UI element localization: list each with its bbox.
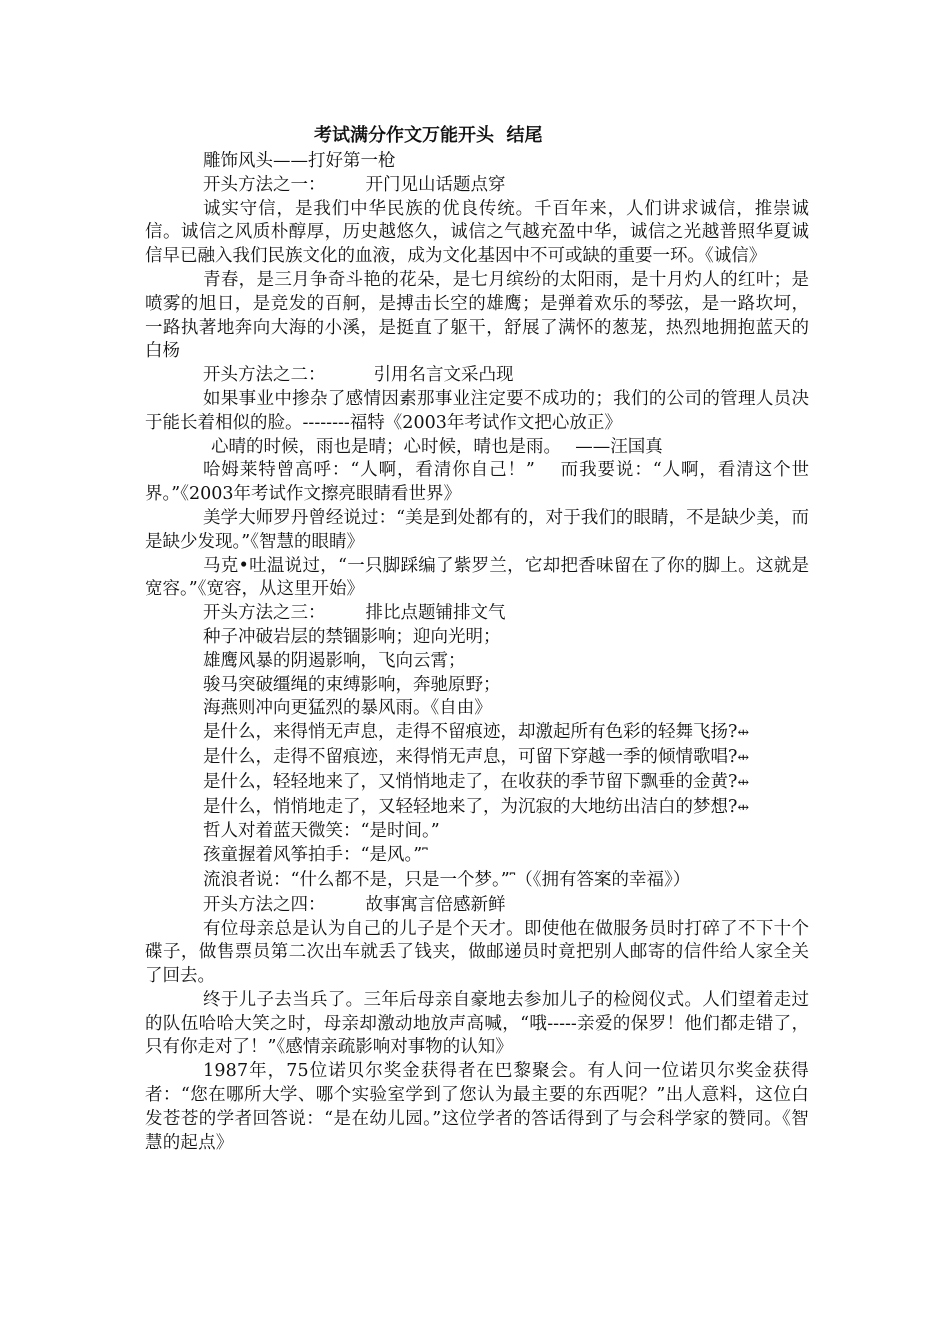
source-citation: （《拥有答案的幸福》） [515, 869, 691, 890]
line-end-mark: ⇹ [737, 725, 750, 742]
method-heading [145, 174, 809, 198]
parallel-line [145, 869, 809, 894]
line-end-mark: ⇹ [737, 799, 750, 816]
parallel-line: 海燕则冲向更猛烈的暴风雨。《自由》 [203, 698, 492, 719]
parallel-line [145, 844, 809, 869]
line-text: 孩童握着风筝拍手：“是风。” [203, 845, 423, 866]
parallel-line [145, 746, 809, 771]
method-label: 开头方法之四： [203, 894, 326, 915]
parallel-line [145, 721, 809, 746]
section-heading: 雕饰风头——打好第一枪 [203, 151, 396, 171]
method-name: 开门见山话题点穿 [365, 174, 506, 195]
paragraph: 青春，是三月争奇斗艳的花朵，是七月缤纷的太阳雨，是十月灼人的红叶；是喷雾的旭日，是竞发的百舸，是搏击长空的雄鹰；是弹着欢乐的琴弦，是一路坎坷，一路执著地奔向大海的小溪，是挺直了躯干，舒展了满怀的葱茏，热烈地拥抱蓝天的白杨 [145, 269, 809, 362]
line-text: 流浪者说：“什么都不是，只是一个梦。” [203, 869, 510, 890]
bracket-mark: ⎴ [509, 872, 516, 889]
paragraph: 美学大师罗丹曾经说过：“美是到处都有的，对于我们的眼睛，不是缺少美，而是缺少发现。”《智慧的眼睛》 [145, 507, 809, 552]
parallel-line: 种子冲破岩层的禁锢影响；迎向光明； [203, 626, 501, 647]
method-label: 开头方法之一： [203, 174, 326, 195]
parallel-line: 哲人对着蓝天微笑：“是时间。” [203, 821, 440, 842]
line-text: 是什么，走得不留痕迹，来得悄无声息，可留下穿越一季的倾情歌唱? [203, 746, 738, 767]
bracket-mark: ⎴ [422, 848, 428, 865]
paragraph: 有位母亲总是认为自己的儿子是个天才。即使他在做服务员时打碎了不下十个碟子，做售票员第二次出车就丢了钱夹，做邮递员时竟把别人邮寄的信件给人家全关了回去。 [145, 918, 809, 987]
method-label: 开头方法之二： [203, 365, 326, 386]
line-end-mark: ⇹ [737, 774, 750, 791]
line-end-mark: ⇹ [737, 749, 750, 766]
line-text: 是什么，悄悄地走了，又轻轻地来了，为沉寂的大地纺出洁白的梦想? [203, 796, 738, 817]
method-heading [145, 364, 809, 388]
method-name: 排比点题铺排文气 [365, 603, 506, 624]
parallel-line [145, 771, 809, 796]
method-label: 开头方法之三： [203, 603, 326, 624]
method-name: 故事寓言倍感新鲜 [365, 894, 506, 915]
quote-line: 心晴的时候，雨也是晴；心时候，晴也是雨。 ——汪国真 [211, 436, 663, 457]
line-text: 是什么，轻轻地来了，又悄悄地走了，在收获的季节留下飘垂的金黄? [203, 771, 738, 792]
document-title: 考试满分作文万能开头 结尾 [314, 125, 543, 146]
paragraph: 如果事业中掺杂了感情因素那事业注定要不成功的；我们的公司的管理人员决于能长着相似的脸。--------福特《2003年考试作文把心放正》 [145, 388, 809, 433]
method-name: 引用名言文采凸现 [373, 365, 514, 386]
method-heading [145, 602, 809, 626]
paragraph: 1987年，75位诺贝尔奖金获得者在巴黎聚会。有人问一位诺贝尔奖金获得者：“您在哪所大学、哪个实验室学到了您认为最主要的东西呢？”出人意料，这位白发苍苍的学者回答说：“是在幼儿园。”这位学者的答话得到了与会科学家的赞同。《智慧的起点》 [145, 1061, 809, 1153]
line-text: 是什么，来得悄无声息，走得不留痕迹，却激起所有色彩的轻舞飞扬? [203, 722, 738, 743]
paragraph: 终于儿子去当兵了。三年后母亲自豪地去参加儿子的检阅仪式。人们望着走过的队伍哈哈大笑之时，母亲却激动地放声高喊，“哦-----亲爱的保罗！他们都走错了，只有你走对了！”《感情亲疏影响对事物的认知》 [145, 989, 809, 1058]
paragraph: 马克•吐温说过，“一只脚踩编了紫罗兰，它却把香味留在了你的脚上。这就是宽容。”《宽容，从这里开始》 [145, 555, 809, 600]
method-heading [145, 894, 809, 918]
parallel-line [145, 796, 809, 821]
paragraph: 诚实守信，是我们中华民族的优良传统。千百年来，人们讲求诚信，推崇诚信。诚信之风质朴醇厚，历史越悠久，诚信之气越充盈中华，诚信之光越普照华夏诚信早已融入我们民族文化的血液，成为文化基因中不可或缺的重要一环。《诚信》 [145, 198, 809, 267]
paragraph: 哈姆莱特曾高呼：“人啊，看清你自己！” 而我要说：“人啊，看清这个世界。”《2003年考试作文擦亮眼睛看世界》 [145, 460, 809, 505]
parallel-line: 雄鹰风暴的阴遏影响，飞向云霄； [203, 650, 466, 671]
parallel-line: 骏马突破缰绳的束缚影响，奔驰原野； [203, 674, 501, 695]
document-body [145, 150, 809, 1155]
